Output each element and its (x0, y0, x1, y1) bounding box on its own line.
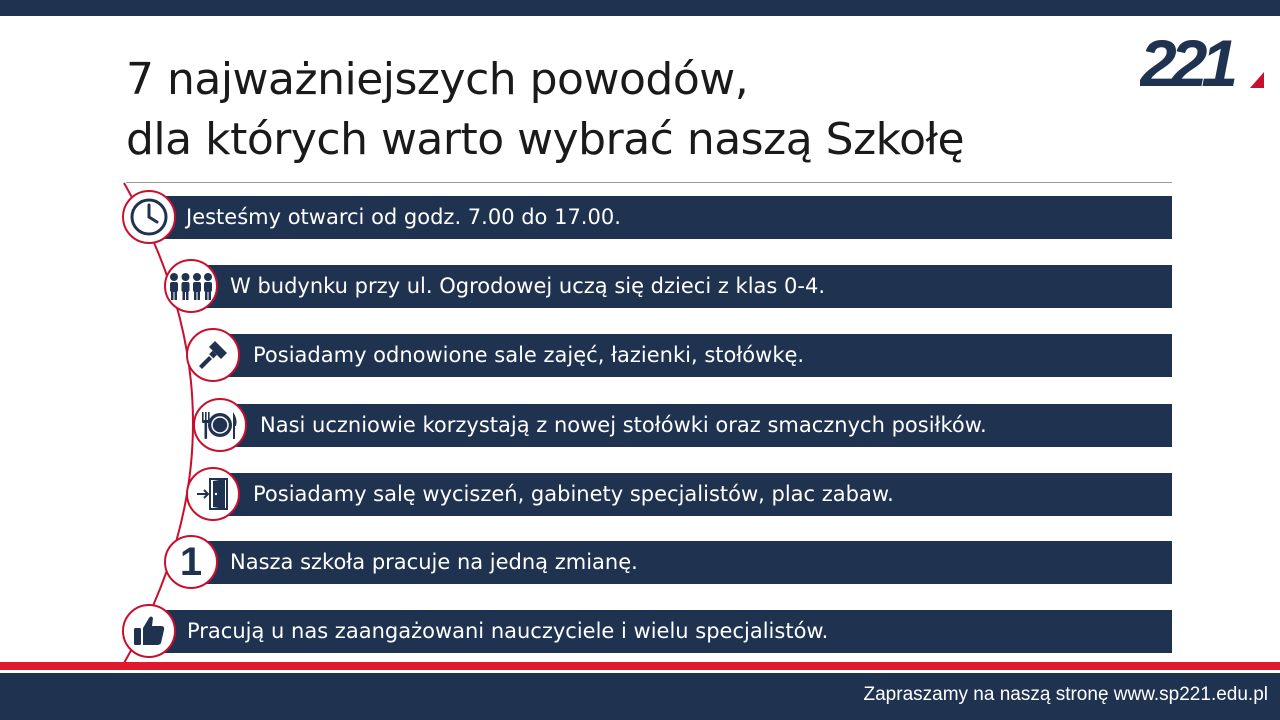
reason-bar (150, 610, 1172, 653)
title-divider (126, 182, 1172, 183)
footer-invitation: Zapraszamy na naszą stronę www.sp221.edu.pl (863, 684, 1268, 705)
page-title (126, 50, 964, 170)
reason-bar (216, 473, 1172, 516)
footer-bar (0, 673, 1280, 720)
title-line-1: 7 najważniejszych powodów, (126, 54, 749, 105)
paint-brush-icon (195, 337, 231, 373)
number-one-icon: 1 (179, 540, 203, 584)
plate-and-cutlery-icon (200, 409, 240, 441)
reason-icon-circle (122, 190, 176, 244)
reason-icon-circle (186, 328, 240, 382)
reason-icon-circle (122, 604, 176, 658)
reason-text: Nasi uczniowie korzystają z nowej stołówki oraz smacznych posiłków. (260, 413, 987, 437)
reason-text: Pracują u nas zaangażowani nauczyciele i wielu specjalistów. (187, 619, 829, 643)
reason-bar (196, 541, 1172, 584)
title-line-2: dla których warto wybrać naszą Szkołę (126, 114, 965, 165)
reason-text: W budynku przy ul. Ogrodowej uczą się dzieci z klas 0-4. (230, 274, 826, 298)
reason-bar (218, 334, 1172, 377)
logo-text: 221 (1140, 28, 1233, 90)
door-exit-icon (195, 476, 231, 512)
footer-red-stripe (0, 662, 1280, 670)
reason-icon-circle (164, 259, 218, 313)
school-logo (1140, 28, 1264, 90)
reason-bar (196, 265, 1172, 308)
reason-text: Posiadamy salę wyciszeń, gabinety specjalistów, plac zabaw. (253, 482, 894, 506)
reason-text: Posiadamy odnowione sale zajęć, łazienki, stołówkę. (253, 343, 805, 367)
reason-text: Jesteśmy otwarci od godz. 7.00 do 17.00. (186, 205, 621, 229)
top-banner (0, 0, 1280, 16)
reason-icon-circle (164, 535, 218, 589)
reason-text: Nasza szkoła pracuje na jedną zmianę. (230, 550, 638, 574)
reason-icon-circle (193, 398, 247, 452)
reason-bar (150, 196, 1172, 239)
clock-icon (129, 197, 169, 237)
logo-red-accent (1250, 72, 1264, 88)
reason-icon-circle (186, 467, 240, 521)
reason-bar (224, 404, 1172, 447)
group-of-people-icon (168, 271, 214, 301)
thumbs-up-icon (131, 613, 167, 649)
